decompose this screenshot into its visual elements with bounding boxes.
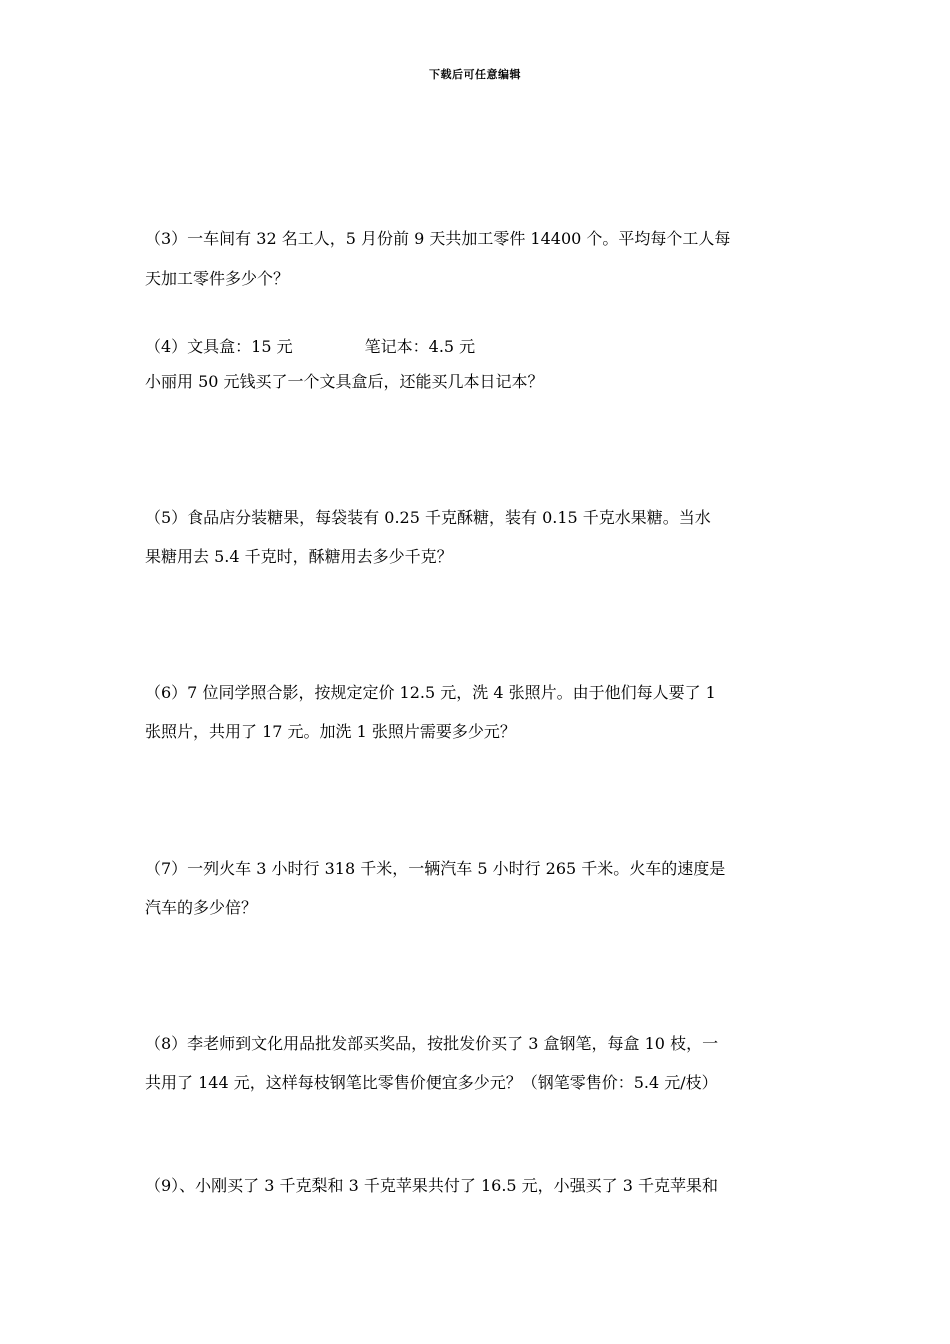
problem-4-items xyxy=(145,337,475,357)
problem-6-line-2: 张照片，共用了 17 元。加洗 1 张照片需要多少元？ xyxy=(145,722,516,741)
problem-4-item-pencil-box: （4）文具盒：15 元 xyxy=(145,337,293,356)
problem-5-line-2: 果糖用去 5.4 千克时，酥糖用去多少千克？ xyxy=(145,547,453,566)
problem-5-line-1: （5）食品店分装糖果，每袋装有 0.25 千克酥糖，装有 0.15 千克水果糖。当水 xyxy=(145,508,711,527)
problem-8-line-2: 共用了 144 元，这样每枝钢笔比零售价便宜多少元？（钢笔零售价：5.4 元/枝） xyxy=(145,1073,718,1092)
problem-9-line-1: （9）、小刚买了 3 千克梨和 3 千克苹果共付了 16.5 元，小强买了 3 千克苹果和 xyxy=(145,1176,719,1195)
problem-8-line-1: （8）李老师到文化用品批发部买奖品，按批发价买了 3 盒钢笔，每盒 10 枝，一 xyxy=(145,1034,719,1053)
problem-3-line-2: 天加工零件多少个？ xyxy=(145,269,290,288)
page-header: 下载后可任意编辑 xyxy=(429,68,521,81)
problem-3-line-1: （3）一车间有 32 名工人，5 月份前 9 天共加工零件 14400 个。平均每个工人每 xyxy=(145,229,731,248)
problem-6-line-1: （6）7 位同学照合影，按规定定价 12.5 元，洗 4 张照片。由于他们每人要了 1 xyxy=(145,683,716,702)
problem-4-line-1: 小丽用 50 元钱买了一个文具盒后，还能买几本日记本？ xyxy=(145,372,544,391)
problem-4-item-notebook: 笔记本：4.5 元 xyxy=(364,337,476,356)
problem-7-line-2: 汽车的多少倍？ xyxy=(145,898,258,917)
problem-7-line-1: （7）一列火车 3 小时行 318 千米，一辆汽车 5 小时行 265 千米。火车的速度是 xyxy=(145,859,726,878)
